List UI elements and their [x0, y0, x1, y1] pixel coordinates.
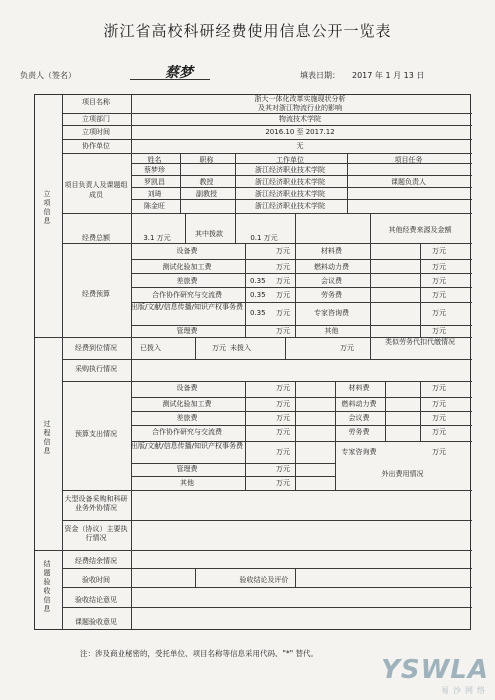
- budget-unit: 万元: [432, 277, 446, 285]
- value-dept: 物流技术学院: [279, 115, 321, 123]
- budget-item-label: 出版/文献/信息传播/知识产权事务费: [130, 303, 244, 311]
- expense-item-label: 劳务费: [348, 428, 370, 436]
- budget-unit: 万元: [432, 291, 446, 299]
- date-label: 填表日期：: [300, 71, 340, 80]
- label-settle: 经费结余情况: [75, 557, 117, 565]
- member-task: 课题负责人: [391, 178, 426, 186]
- label-purchase: 采购执行情况: [75, 365, 117, 373]
- budget-value: 0.35: [250, 291, 266, 299]
- footnote: 注：涉及商业秘密的，受托单位、项目名称等信息采用代码、"*" 替代。: [80, 649, 319, 658]
- expense-item-label: 材料费: [348, 384, 370, 392]
- logo-mark: YSWLA: [381, 655, 489, 685]
- budget-unit: 万元: [432, 247, 446, 255]
- label-dept: 立项部门: [82, 115, 110, 123]
- budget-item-label: 材料费: [321, 247, 342, 255]
- arrival-received-label: 已拨入: [140, 344, 161, 352]
- label-contract: 资金（协议）主要执行情况: [64, 525, 128, 542]
- member-unit: 浙江经济职业技术学院: [255, 202, 325, 210]
- label-labor-withholding: 类似劳务代扣代缴情况: [385, 338, 455, 346]
- logo-caption: 易沙网络: [441, 686, 489, 695]
- expense-unit: 万元: [432, 414, 446, 422]
- member-unit: 浙江经济职业技术学院: [255, 190, 325, 198]
- label-project-name: 项目名称: [82, 98, 110, 106]
- budget-unit: 万元: [432, 327, 446, 335]
- budget-item-label: 燃料动力费: [314, 263, 349, 271]
- budget-unit: 万元: [276, 277, 290, 285]
- value-of-which: 0.1 万元: [250, 234, 278, 242]
- budget-item-label: 会议费: [321, 277, 342, 285]
- handwritten-signature: 蔡梦: [165, 65, 193, 81]
- member-title: 副教授: [196, 190, 217, 198]
- label-of-which: 其中拨款: [195, 230, 223, 238]
- budget-unit: 万元: [276, 309, 290, 317]
- expense-item-label: 会议费: [348, 414, 370, 422]
- expense-item-label: 测试化验加工费: [162, 400, 212, 408]
- budget-item-label: 管理费: [176, 327, 198, 335]
- arrival-unit: 万元: [212, 344, 226, 352]
- expense-unit: 万元: [276, 448, 290, 456]
- budget-unit: 万元: [276, 327, 290, 335]
- label-arrival: 经费到位情况: [75, 344, 117, 352]
- page-title: 浙江省高校科研经费使用信息公开一览表: [103, 22, 392, 40]
- expense-unit: 万元: [432, 384, 446, 392]
- expense-item-label: 合作协作研究与交流费: [152, 428, 222, 436]
- member-name: 罗凯昌: [144, 178, 165, 186]
- value-time: 2016.10 至 2017.12: [265, 128, 335, 136]
- label-members: 项目负责人及课题组成员: [64, 181, 128, 199]
- budget-unit: 万元: [276, 291, 290, 299]
- member-unit: 浙江经济职业技术学院: [255, 178, 325, 186]
- expense-unit: 万元: [276, 384, 290, 392]
- form-table: [34, 94, 471, 630]
- value-project-name-2: 及其对浙江物流行业的影响: [258, 104, 342, 112]
- label-group-opinion: 课题验收意见: [75, 618, 117, 626]
- member-header-unit: 工作单位: [276, 156, 304, 164]
- value-partner: 无: [296, 142, 304, 150]
- member-header-name: 姓名: [147, 156, 162, 164]
- member-name: 刘琦: [147, 190, 162, 198]
- section-closing-info: 结题验收信息: [43, 560, 51, 614]
- site-logo: [381, 655, 489, 696]
- budget-value: 0.35: [250, 309, 266, 317]
- section-process-info: 过程信息: [43, 420, 51, 456]
- budget-item-label: 劳务费: [321, 291, 342, 299]
- expense-item-label: 出版/文献/信息传播/知识产权事务费: [130, 442, 244, 450]
- person-label: 负责人（签名）: [20, 71, 76, 80]
- label-total: 经费总额: [82, 234, 110, 242]
- budget-item-label: 差旅费: [176, 277, 198, 285]
- budget-unit: 万元: [432, 309, 446, 317]
- member-header-title: 职称: [199, 156, 214, 164]
- budget-item-label: 设备费: [176, 247, 198, 255]
- label-partner: 协作单位: [82, 142, 110, 150]
- member-title: 教授: [199, 178, 214, 186]
- label-acceptance-time: 验收时间: [82, 576, 110, 584]
- member-name: 陈金旺: [144, 202, 165, 210]
- budget-item-label: 测试化验加工费: [162, 263, 212, 271]
- expense-item-label: 差旅费: [176, 414, 198, 422]
- budget-unit: 万元: [276, 247, 290, 255]
- expense-item-label: 管理费: [176, 465, 198, 473]
- expense-item-label: 设备费: [176, 384, 198, 392]
- member-header-task: 项目任务: [394, 156, 423, 164]
- expense-unit: 万元: [276, 479, 290, 487]
- section-project-info: 立项信息: [43, 190, 51, 226]
- label-outside-expense: 外出费用情况: [381, 470, 424, 478]
- expense-unit: 万元: [276, 428, 290, 436]
- date-value: 2017 年 1 月 13 日: [352, 71, 425, 80]
- expense-item-label: 专家咨询费: [341, 448, 377, 456]
- expense-item-label: 燃料动力费: [341, 400, 377, 408]
- label-conclusion: 验收结论意见: [75, 596, 117, 604]
- expense-item-label: 其他: [180, 479, 194, 487]
- budget-unit: 万元: [432, 263, 446, 271]
- label-budget: 经费预算: [82, 290, 110, 298]
- arrival-unit: 万元: [340, 344, 354, 352]
- label-time: 立项时间: [82, 128, 110, 136]
- value-total: 3.1 万元: [143, 234, 171, 242]
- value-project-name-1: 浙大一体化改革实施现状分析: [254, 95, 346, 103]
- budget-unit: 万元: [276, 263, 290, 271]
- expense-unit: 万元: [432, 448, 446, 456]
- budget-value: 0.35: [250, 277, 266, 285]
- label-other-source: 其他经费来源及金额: [388, 226, 452, 234]
- budget-item-label: 其他: [324, 327, 339, 335]
- member-name: 蔡梦珍: [144, 166, 165, 174]
- expense-unit: 万元: [276, 414, 290, 422]
- expense-unit: 万元: [276, 400, 290, 408]
- member-unit: 浙江经济职业技术学院: [255, 166, 325, 174]
- label-acceptance-result: 验收结论及评价: [239, 576, 289, 584]
- label-expense: 预算支出情况: [75, 430, 117, 438]
- expense-unit: 万元: [432, 400, 446, 408]
- budget-item-label: 合作协作研究与交流费: [152, 291, 222, 299]
- arrival-pending-label: 未拨入: [230, 344, 251, 352]
- expense-unit: 万元: [432, 428, 446, 436]
- expense-unit: 万元: [276, 465, 290, 473]
- label-equipment: 大型设备采购和科研业务外协情况: [64, 495, 128, 512]
- budget-item-label: 专家咨询费: [314, 309, 349, 317]
